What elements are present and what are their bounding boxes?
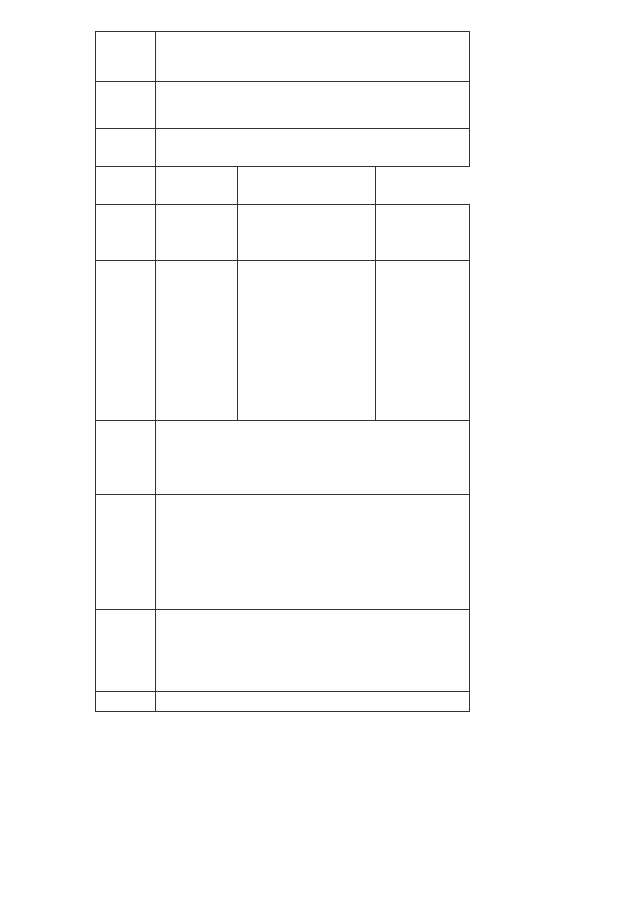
executor-cell: [156, 421, 470, 495]
unit-cell: [376, 205, 470, 261]
row-number-cell: [156, 692, 470, 712]
indicator-cell: [238, 261, 376, 421]
rotated-table-container: [95, 32, 469, 712]
indicator-cell: [376, 261, 470, 421]
value-cell: [238, 167, 376, 205]
value-cell: [156, 167, 238, 205]
extra-cell: [96, 129, 156, 167]
value-cell: [96, 167, 156, 205]
unit-cell: [156, 205, 238, 261]
executor-cell: [96, 421, 156, 495]
extra-cell: [156, 82, 470, 129]
activity-name-cell: [156, 610, 470, 692]
indicator-cell: [96, 261, 156, 421]
program-cell: [96, 495, 156, 610]
program-table: [95, 31, 470, 712]
extra-cell: [156, 32, 470, 82]
table-row: [96, 32, 156, 712]
extra-cell: [156, 129, 470, 167]
activity-name-cell: [96, 610, 156, 692]
extra-cell: [96, 32, 156, 82]
indicator-cell: [156, 261, 238, 421]
unit-cell: [238, 205, 376, 261]
program-cell: [156, 495, 470, 610]
row-number-cell: [96, 692, 156, 712]
table-row: [156, 32, 238, 712]
extra-cell: [96, 82, 156, 129]
unit-cell: [96, 205, 156, 261]
